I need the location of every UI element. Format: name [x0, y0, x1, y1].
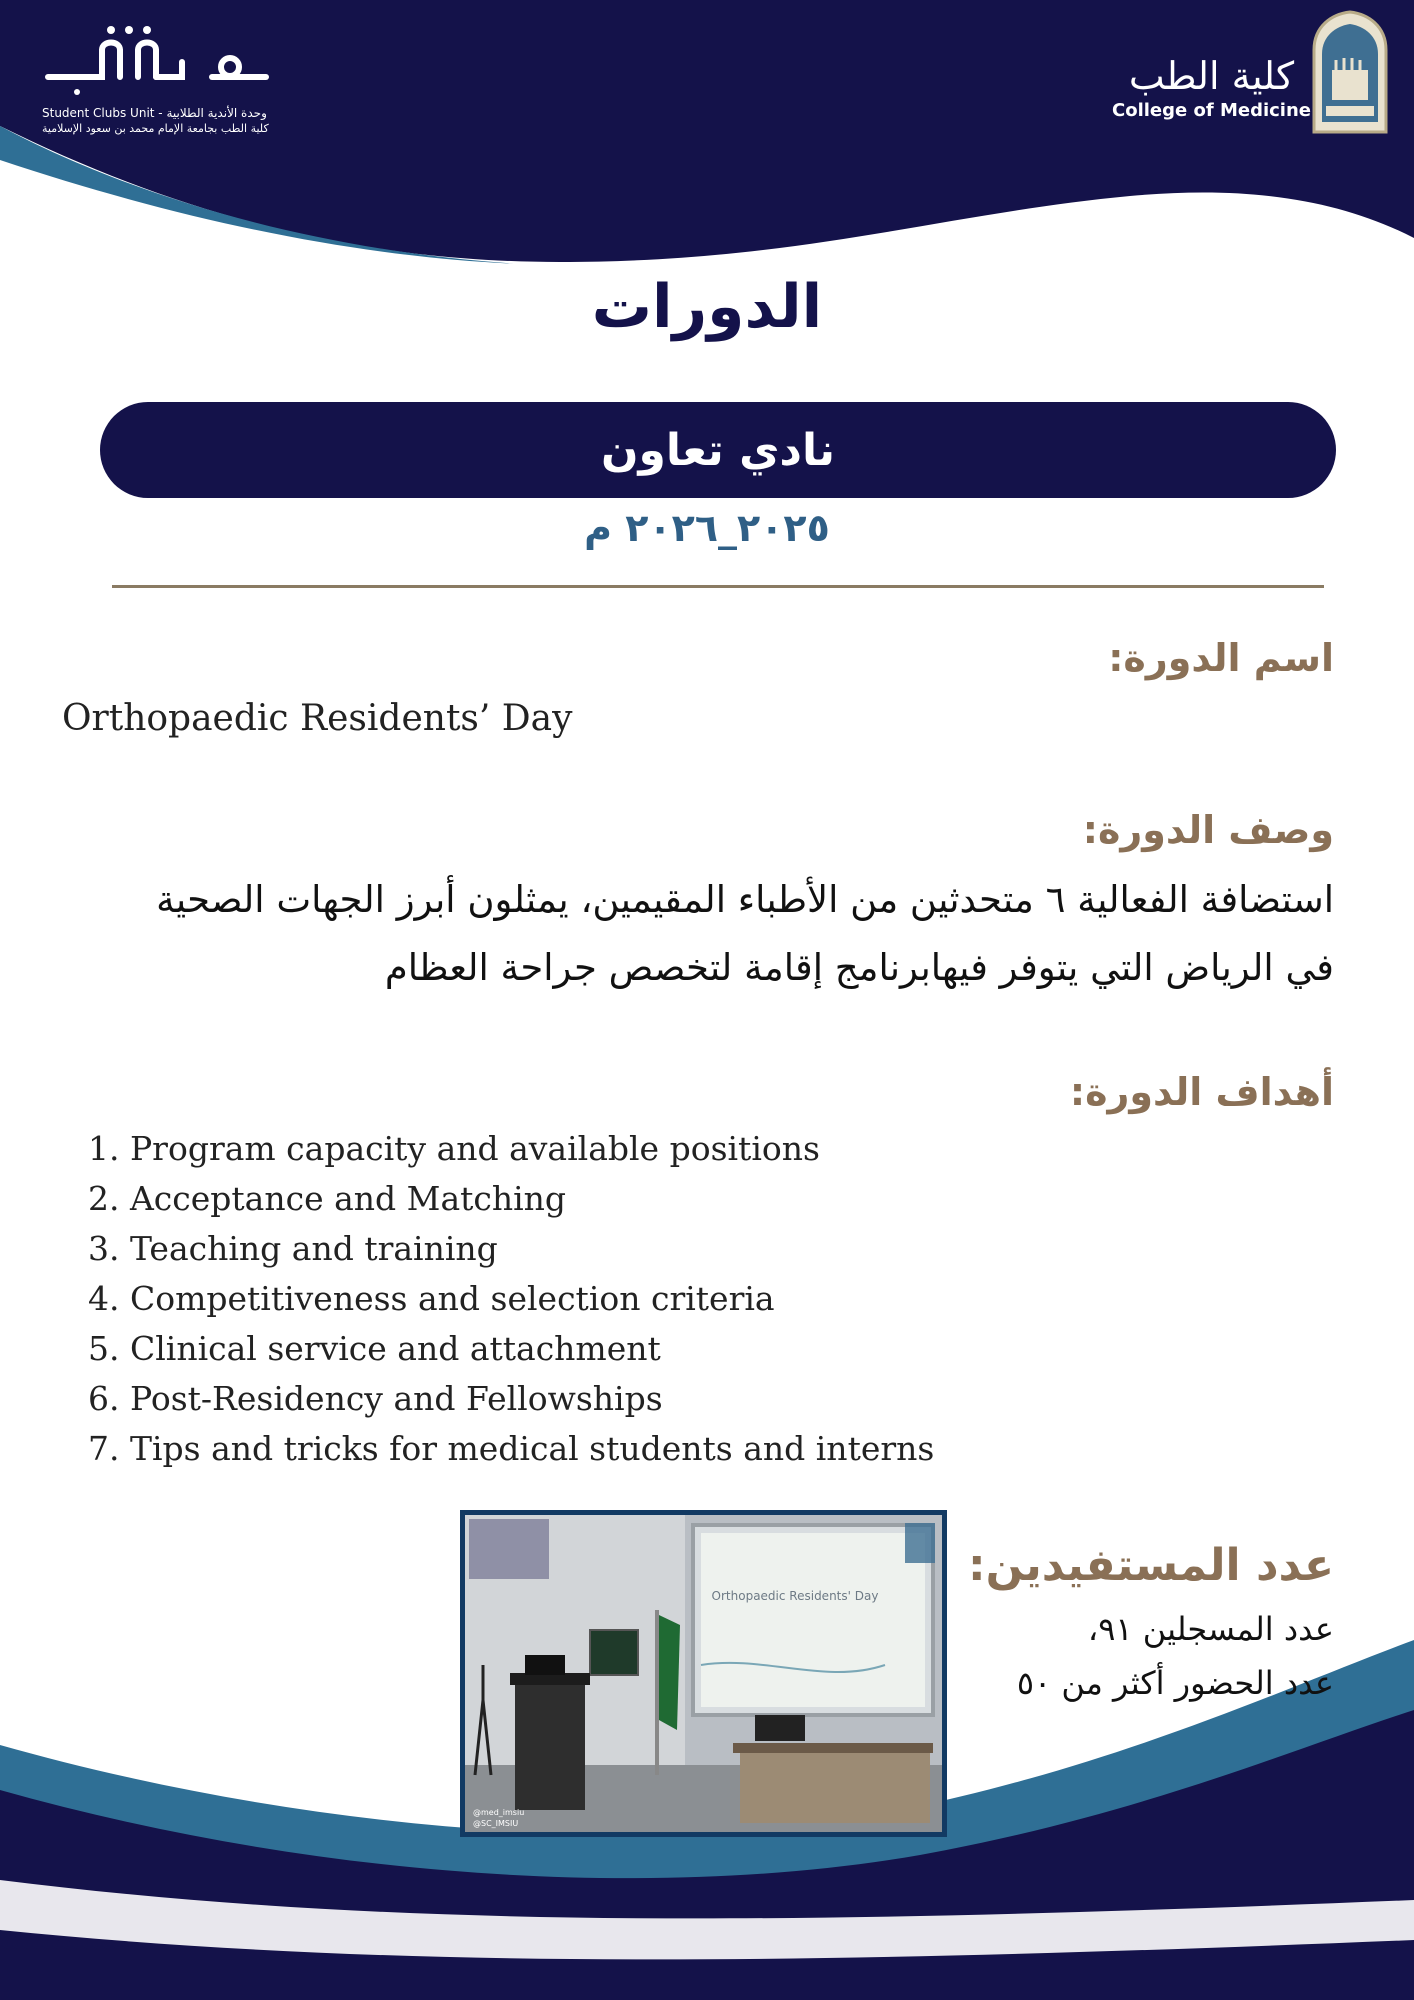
course-name-heading: اسم الدورة: — [1108, 636, 1334, 680]
course-goals-list — [88, 1124, 934, 1474]
registered-count: عدد المسجلين ٩١، — [1087, 1610, 1334, 1648]
college-logo-text — [1112, 54, 1311, 121]
course-name: Orthopaedic Residents’ Day — [62, 698, 573, 739]
student-clubs-logo — [42, 22, 272, 106]
goal-item: 6. Post-Residency and Fellowships — [88, 1379, 663, 1418]
academic-year: ٢٠٢٥_٢٠٢٦ م — [584, 506, 830, 550]
screen-title: Orthopaedic Residents' Day — [711, 1589, 879, 1603]
goal-item: 1. Program capacity and available positions — [88, 1129, 820, 1168]
page-title: الدورات — [591, 272, 823, 342]
student-clubs-caption — [42, 105, 269, 137]
university-seal-icon — [1306, 10, 1394, 135]
student-clubs-caption-line2: كلية الطب بجامعة الإمام محمد بن سعود الإسلامية — [42, 122, 269, 135]
goal-item: 2. Acceptance and Matching — [88, 1179, 567, 1218]
college-english-name: College of Medicine — [1112, 100, 1311, 121]
goal-item: 7. Tips and tricks for medical students and interns — [88, 1429, 935, 1468]
photo-handle-2: @SC_IMSIU — [473, 1819, 519, 1828]
course-description-line2: في الرياض التي يتوفر فيهابرنامج إقامة لتخصص جراحة العظام — [384, 946, 1334, 989]
event-photo — [460, 1510, 947, 1837]
divider — [112, 585, 1324, 588]
goal-item: 3. Teaching and training — [88, 1229, 498, 1268]
course-description-line1: استضافة الفعالية ٦ متحدثين من الأطباء المقيمين، يمثلون أبرز الجهات الصحية — [156, 878, 1334, 921]
student-clubs-logo-icon — [42, 22, 272, 102]
goal-item: 4. Competitiveness and selection criteria — [88, 1279, 775, 1318]
university-seal — [1306, 10, 1394, 139]
photo-handle-1: @med_imsiu — [473, 1808, 525, 1817]
club-name-banner — [100, 402, 1336, 498]
student-clubs-caption-line1: Student Clubs Unit - وحدة الأندية الطلابية — [42, 106, 267, 120]
course-description-heading: وصف الدورة: — [1082, 808, 1334, 852]
college-arabic-name: كلية الطب — [1128, 54, 1295, 98]
course-description — [54, 866, 1334, 1002]
beneficiaries-heading: عدد المستفيدين: — [968, 1540, 1334, 1591]
club-name: نادي تعاون — [600, 424, 836, 476]
attended-count: عدد الحضور أكثر من ٥٠ — [1016, 1664, 1334, 1702]
goal-item: 5. Clinical service and attachment — [88, 1329, 661, 1368]
lecture-hall-image — [465, 1515, 942, 1832]
course-goals-heading: أهداف الدورة: — [1069, 1070, 1334, 1114]
